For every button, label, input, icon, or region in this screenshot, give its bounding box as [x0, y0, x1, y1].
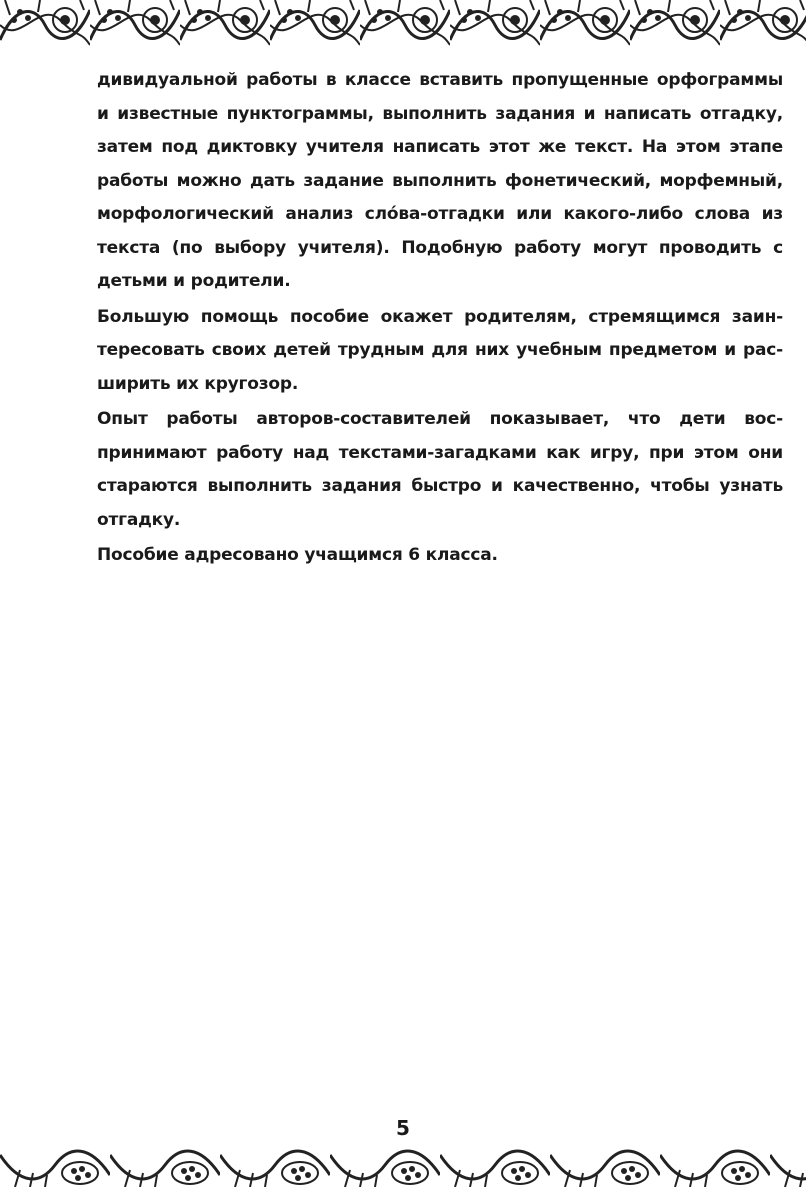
decorative-border-bottom: [0, 1145, 806, 1187]
text-line: принимают работу над текстами-загадками как игру, при этом они: [97, 442, 783, 463]
text-line: ширить их кругозор.: [97, 373, 299, 394]
text-line: детьми и родители.: [97, 271, 291, 291]
text-line: Большую помощь пособие окажет родителям, стремящимся заин-: [97, 306, 783, 327]
text-line: дивидуальной работы в классе вставить пропущенные орфограммы: [97, 70, 783, 90]
paragraph-2: [97, 301, 783, 402]
text-line: и известные пунктограммы, выполнить задания и написать отгадку,: [97, 103, 783, 124]
decorative-border-top: [0, 0, 806, 50]
page-number: 5: [396, 1116, 410, 1140]
text-line: текста (по выбору учителя). Подобную работу могут проводить с: [97, 237, 783, 258]
paragraph-4: [97, 539, 783, 573]
text-line: Пособие адресовано учащимся 6 класса.: [97, 545, 498, 565]
paragraph-3: [97, 403, 783, 537]
paragraph-1: [97, 64, 783, 299]
text-line: отгадку.: [97, 509, 181, 530]
text-line: стараются выполнить задания быстро и качественно, чтобы узнать: [97, 476, 783, 496]
body-text: [97, 64, 783, 575]
text-line: Опыт работы авторов-составителей показывает, что дети вос-: [97, 409, 783, 429]
text-line: работы можно дать задание выполнить фонетический, морфемный,: [97, 170, 783, 191]
text-line: затем под диктовку учителя написать этот же текст. На этом этапе: [97, 137, 783, 157]
text-line: тересовать своих детей трудным для них учебным предметом и рас-: [97, 340, 783, 360]
ornament-pattern-icon: [0, 0, 806, 50]
ornament-pattern-icon: [0, 1145, 806, 1187]
text-line: морфологический анализ сло́ва-отгадки или какого-либо слова из: [97, 204, 783, 224]
